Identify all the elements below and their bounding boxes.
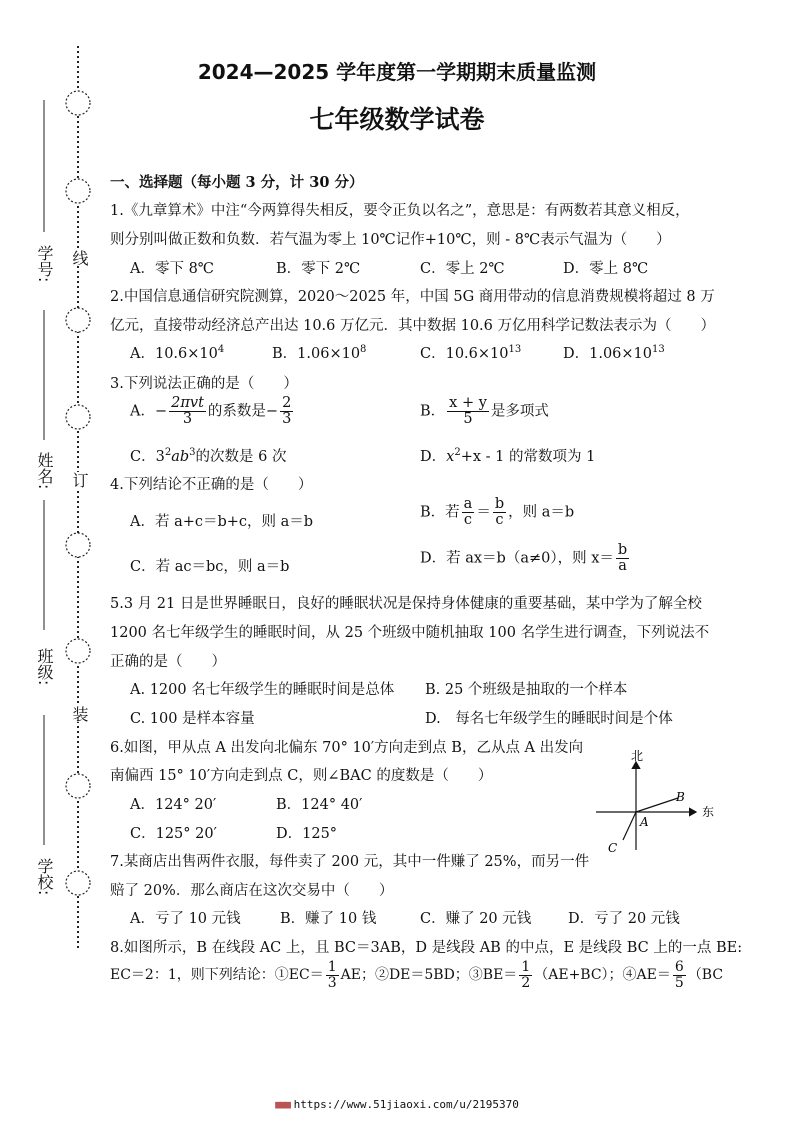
q5-option-b: B. 25 个班级是抽取的一个样本 xyxy=(425,682,628,698)
q1-line2: 则分别叫做正数和负数．若气温为零上 10℃记作+10℃，则 - 8℃表示气温为（ ） xyxy=(110,232,671,248)
q5-line2: 1200 名七年级学生的睡眠时间，从 25 个班级中随机抽取 100 名学生进行调查，下列说法不 xyxy=(110,625,710,641)
q5-option-d: D. 每名七年级学生的睡眠时间是个体 xyxy=(425,711,673,727)
north-label: 北 xyxy=(631,749,644,763)
binding-hole xyxy=(66,639,90,663)
logo-icon: ■■■ xyxy=(275,1098,294,1111)
q7-line2: 赔了 20%．那么商店在这次交易中（ ） xyxy=(110,883,394,899)
exam-title: 2024—2025 学年度第一学期期末质量监测 xyxy=(197,60,597,84)
q1-option-d: D．零上 8℃ xyxy=(563,261,649,277)
cut-mark-line: 线 xyxy=(70,250,89,266)
q3-option-a: A．− $\frac{\text{2πvt}}{3}$ 的系数是− $\frac{2}{3}$ xyxy=(130,395,292,428)
ray-ac xyxy=(623,812,636,840)
q6-option-d: D．125° xyxy=(276,826,338,842)
binding-hole xyxy=(66,871,90,895)
q1-option-c: C．零上 2℃ xyxy=(420,261,505,277)
binding-hole xyxy=(66,179,90,203)
q5-option-a: A. 1200 名七年级学生的睡眠时间是总体 xyxy=(130,682,395,698)
q4-option-c: C．若 ac＝bc，则 a＝b xyxy=(130,559,290,575)
q4-stem: 4.下列结论不正确的是（ ） xyxy=(110,477,313,493)
q2-line1: 2.中国信息通信研究院测算，2020～2025 年，中国 5G 商用带动的信息消费规模将超过 8 万 xyxy=(110,289,715,305)
q6-line1: 6.如图，甲从点 A 出发向北偏东 70° 10′方向走到点 B，乙从点 A 出发向 xyxy=(110,740,584,756)
q2-option-a: A．$10.6\times 10^4$ xyxy=(130,344,225,362)
exam-subtitle: 七年级数学试卷 xyxy=(309,105,485,134)
cut-mark-bind: 装 xyxy=(70,706,89,722)
east-label: 东 xyxy=(702,805,715,819)
cut-mark-staple: 订 xyxy=(70,472,89,488)
binding-hole xyxy=(66,308,90,332)
q1-option-a: A．零下 8℃ xyxy=(130,261,215,277)
binding-margin xyxy=(0,0,110,1124)
q7-option-a: A．亏了 10 元钱 xyxy=(130,911,241,927)
q2-option-c: C．$10.6\times 10^{13}$ xyxy=(420,344,522,362)
q2-option-b: B．$1.06\times 10^8$ xyxy=(272,344,367,362)
q7-option-b: B．赚了 10 钱 xyxy=(280,911,377,927)
footer-url-text[interactable]: https://www.51jiaoxi.com/u/2195370 xyxy=(293,1098,519,1111)
ray-ab xyxy=(636,798,678,812)
q5-line3: 正确的是（ ） xyxy=(110,654,226,670)
class-label: 班级: xyxy=(35,648,54,686)
q3-stem: 3.下列说法正确的是（ ） xyxy=(110,376,298,392)
school-label: 学校: xyxy=(35,858,54,896)
q3-option-b: B． $\frac{x + y}{5}$ 是多项式 xyxy=(420,395,549,428)
q3-option-c: C．$3^2ab^3$的次数是 6 次 xyxy=(130,447,287,465)
point-a-label: A xyxy=(640,815,649,829)
q6-direction-figure xyxy=(590,748,720,858)
binding-hole xyxy=(66,774,90,798)
q2-option-d: D．$1.06\times 10^{13}$ xyxy=(563,344,665,362)
q7-line1: 7.某商店出售两件衣服，每件卖了 200 元，其中一件赚了 25%，而另一件 xyxy=(110,854,590,870)
q2-line2: 亿元，直接带动经济总产出达 10.6 万亿元．其中数据 10.6 万亿用科学记数法表示为（ ） xyxy=(110,318,716,334)
q1-option-b: B．零下 2℃ xyxy=(276,261,361,277)
q5-option-c: C. 100 是样本容量 xyxy=(130,711,255,727)
student-id-label: 学号: xyxy=(35,245,54,283)
q5-line1: 5.3 月 21 日是世界睡眠日，良好的睡眠状况是保持身体健康的重要基础，某中学为了解全校 xyxy=(110,596,702,612)
q8-line1: 8.如图所示，B 在线段 AC 上，且 BC＝3AB，D 是线段 AB 的中点，E 是线段 BC 上的一点 BE: xyxy=(110,940,743,956)
binding-hole xyxy=(66,533,90,557)
q4-option-b: B．若 $\frac{a}{c}$ ＝ $\frac{b}{c}$ ，则 a＝b xyxy=(420,496,575,529)
q3-option-d: D．$x^2+x - 1$ 的常数项为 1 xyxy=(420,447,596,465)
q4-option-a: A．若 a+c＝b+c，则 a＝b xyxy=(130,514,314,530)
footer-url xyxy=(0,1098,794,1111)
q8-line2: EC＝2：1，则下列结论：①EC＝ $\frac{1}{3}$ AE；②DE＝5BD；③BE＝ $\frac{1}{2}$ （AE+BC）；④AE＝ $\frac{6}{5}$ （BC xyxy=(110,959,724,991)
name-label: 姓名: xyxy=(35,452,54,490)
q6-line2: 南偏西 15° 10′方向走到点 C，则∠BAC 的度数是（ ） xyxy=(110,768,493,784)
q7-option-c: C．赚了 20 元钱 xyxy=(420,911,532,927)
point-c-label: C xyxy=(608,841,618,855)
binding-hole xyxy=(66,405,90,429)
q6-option-a: A．124° 20′ xyxy=(130,797,217,813)
q4-option-d: D．若 ax＝b（a≠0），则 x＝ $\frac{b}{a}$ xyxy=(420,542,628,575)
q6-option-c: C．125° 20′ xyxy=(130,826,217,842)
section-heading: 一、选择题（每小题 3 分，计 30 分） xyxy=(110,174,364,191)
q7-option-d: D．亏了 20 元钱 xyxy=(568,911,680,927)
q6-option-b: B．124° 40′ xyxy=(276,797,363,813)
point-b-label: B xyxy=(676,790,685,804)
q1-line1: 1.《九章算术》中注“今两算得失相反，要令正负以名之”，意思是：有两数若其意义相反， xyxy=(110,203,690,219)
